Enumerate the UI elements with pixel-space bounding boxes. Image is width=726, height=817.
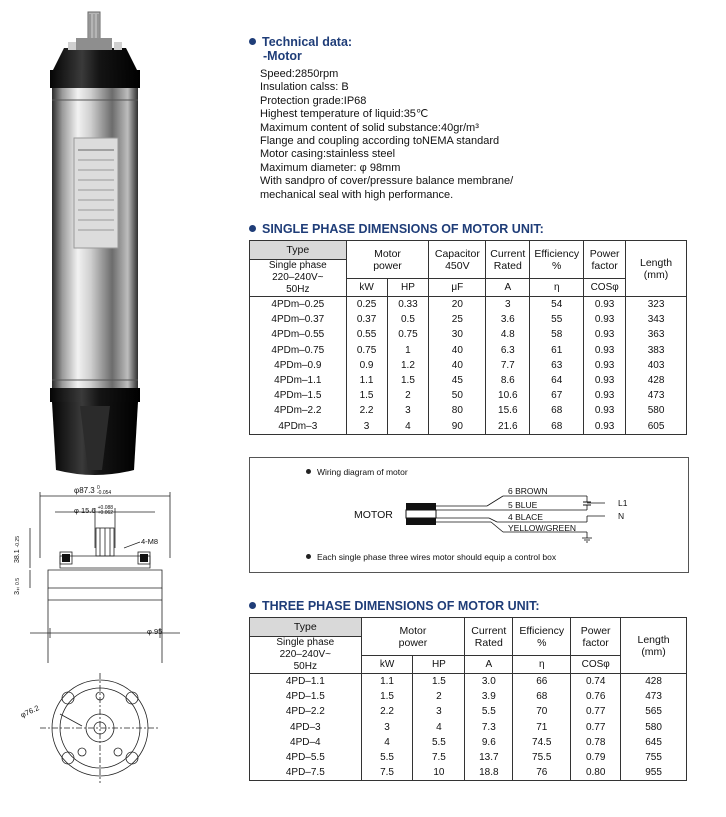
three-phase-rows: [250, 674, 687, 781]
table-row: [250, 750, 687, 765]
unit-ampere: A: [486, 279, 530, 297]
value-cell: 74.5: [513, 735, 571, 750]
nut-left: [62, 554, 70, 562]
three-phase-table: [249, 617, 687, 781]
power-factor-header: Power factor: [584, 241, 626, 279]
table-row: [250, 419, 687, 435]
value-cell: 3.6: [486, 312, 530, 327]
spec-list: [260, 68, 513, 202]
value-cell: 1.1: [361, 674, 413, 690]
value-cell: 3.0: [465, 674, 513, 690]
value-cell: 0.93: [584, 358, 626, 373]
model-cell: 4PDm–0.75: [250, 343, 347, 358]
value-cell: 15.6: [486, 403, 530, 418]
value-cell: 0.93: [584, 343, 626, 358]
unit-cosphi: COSφ: [571, 656, 621, 674]
value-cell: 0.79: [571, 750, 621, 765]
wiring-diagram: [249, 457, 689, 573]
value-cell: 0.77: [571, 720, 621, 735]
spec-line: Speed:2850rpm: [260, 68, 339, 80]
current-header: Current Rated: [486, 241, 530, 279]
table-row: [250, 689, 687, 704]
value-cell: 4: [387, 419, 429, 435]
value-cell: 4.8: [486, 327, 530, 342]
value-cell: 363: [626, 327, 687, 342]
model-cell: 4PD–1.5: [250, 689, 362, 704]
model-cell: 4PD–3: [250, 720, 362, 735]
value-cell: 0.75: [387, 327, 429, 342]
value-cell: 40: [429, 343, 486, 358]
value-cell: 2: [387, 388, 429, 403]
value-cell: 0.25: [346, 297, 387, 313]
value-cell: 76: [513, 765, 571, 781]
wiring-footer: Each single phase three wires motor should equip a control box: [306, 552, 556, 562]
value-cell: 75.5: [513, 750, 571, 765]
value-cell: 323: [626, 297, 687, 313]
dimension-drawing: [20, 485, 200, 788]
current-header: Current Rated: [465, 618, 513, 656]
value-cell: 4: [413, 720, 465, 735]
model-cell: 4PDm–1.5: [250, 388, 347, 403]
tol-87: 0 -0.054: [97, 485, 112, 496]
value-cell: 70: [513, 704, 571, 719]
flange: [60, 556, 150, 568]
type-header: Type: [250, 618, 362, 637]
spec-line: Maximum content of solid substance:40gr/m³: [260, 121, 479, 134]
type-description: Single phase 220–240V~ 50Hz: [250, 260, 347, 297]
value-cell: 90: [429, 419, 486, 435]
value-cell: 3: [413, 704, 465, 719]
wire-brown-label: 6 BROWN: [508, 486, 548, 496]
value-cell: 0.37: [346, 312, 387, 327]
spec-line: Motor casing:stainless steel: [260, 148, 396, 161]
value-cell: 18.8: [465, 765, 513, 781]
table-row: [250, 674, 687, 690]
value-cell: 645: [621, 735, 687, 750]
bolt-hole-icon: [126, 752, 138, 764]
value-cell: 21.6: [486, 419, 530, 435]
value-cell: 58: [530, 327, 584, 342]
value-cell: 0.80: [571, 765, 621, 781]
unit-efficiency: η: [513, 656, 571, 674]
value-cell: 25: [429, 312, 486, 327]
small-hole-icon: [78, 748, 86, 756]
value-cell: 0.93: [584, 403, 626, 418]
value-cell: 66: [513, 674, 571, 690]
table-row: [250, 327, 687, 342]
value-cell: 67: [530, 388, 584, 403]
value-cell: 68: [530, 419, 584, 435]
three-phase-title: THREE PHASE DIMENSIONS OF MOTOR UNIT:: [249, 599, 540, 613]
wire-ground-slant: [491, 522, 503, 532]
motor-label: MOTOR: [354, 509, 393, 521]
value-cell: 1.5: [346, 388, 387, 403]
model-cell: 4PD–5.5: [250, 750, 362, 765]
value-cell: 0.93: [584, 388, 626, 403]
value-cell: 40: [429, 358, 486, 373]
value-cell: 0.33: [387, 297, 429, 313]
wire-blue-label: 5 BLUE: [508, 500, 538, 510]
unit-hp: HP: [413, 656, 465, 674]
value-cell: 0.5: [387, 312, 429, 327]
value-cell: 5.5: [361, 750, 413, 765]
unit-efficiency: η: [530, 279, 584, 297]
value-cell: 2: [413, 689, 465, 704]
value-cell: 565: [621, 704, 687, 719]
value-cell: 0.93: [584, 373, 626, 388]
dim-76-label: φ76.2: [19, 703, 41, 720]
value-cell: 13.7: [465, 750, 513, 765]
value-cell: 0.75: [346, 343, 387, 358]
model-cell: 4PDm–0.37: [250, 312, 347, 327]
value-cell: 3: [486, 297, 530, 313]
value-cell: 343: [626, 312, 687, 327]
value-cell: 2.2: [346, 403, 387, 418]
value-cell: 0.74: [571, 674, 621, 690]
value-cell: 10.6: [486, 388, 530, 403]
value-cell: 3: [361, 720, 413, 735]
bullet-icon: [249, 602, 256, 609]
value-cell: 605: [626, 419, 687, 435]
value-cell: 7.3: [465, 720, 513, 735]
table-row: [250, 358, 687, 373]
value-cell: 45: [429, 373, 486, 388]
value-cell: 63: [530, 358, 584, 373]
wire-black-slant: [489, 518, 497, 522]
value-cell: 80: [429, 403, 486, 418]
value-cell: 580: [621, 720, 687, 735]
table-row: [250, 720, 687, 735]
value-cell: 473: [621, 689, 687, 704]
model-cell: 4PDm–0.9: [250, 358, 347, 373]
bolt-hole-icon: [62, 692, 74, 704]
length-header: Length (mm): [626, 241, 687, 297]
value-cell: 4: [361, 735, 413, 750]
value-cell: 50: [429, 388, 486, 403]
value-cell: 71: [513, 720, 571, 735]
table-row: [250, 765, 687, 781]
model-cell: 4PD–4: [250, 735, 362, 750]
table-row: [250, 343, 687, 358]
technical-title: Technical data:: [249, 35, 513, 49]
value-cell: 1.2: [387, 358, 429, 373]
value-cell: 1.5: [387, 373, 429, 388]
table-row: [250, 388, 687, 403]
value-cell: 5.5: [465, 704, 513, 719]
unit-hp: HP: [387, 279, 429, 297]
model-cell: 4PD–7.5: [250, 765, 362, 781]
bolt-hole-icon: [62, 752, 74, 764]
single-phase-title: SINGLE PHASE DIMENSIONS OF MOTOR UNIT:: [249, 222, 544, 236]
value-cell: 3: [346, 419, 387, 435]
dim-95-label: φ 95: [147, 627, 163, 636]
m8-leader: [124, 542, 140, 548]
efficiency-header: Efficiency %: [530, 241, 584, 279]
value-cell: 0.78: [571, 735, 621, 750]
value-cell: 0.93: [584, 327, 626, 342]
value-cell: 0.55: [346, 327, 387, 342]
value-cell: 0.76: [571, 689, 621, 704]
value-cell: 20: [429, 297, 486, 313]
wire-black-label: 4 BLACE: [508, 512, 543, 522]
l1-label: L1: [618, 498, 628, 508]
model-cell: 4PDm–0.55: [250, 327, 347, 342]
dim-87-label: φ87.3 0 -0.054: [74, 485, 112, 496]
bullet-icon: [249, 225, 256, 232]
value-cell: 428: [621, 674, 687, 690]
efficiency-header: Efficiency %: [513, 618, 571, 656]
value-cell: 68: [513, 689, 571, 704]
value-cell: 61: [530, 343, 584, 358]
n-label: N: [618, 511, 625, 521]
motor-top: [48, 570, 162, 588]
spec-line: mechanical seal with high performance.: [260, 188, 454, 201]
power-factor-header: Power factor: [571, 618, 621, 656]
value-cell: 30: [429, 327, 486, 342]
wiring-header: Wiring diagram of motor: [306, 467, 408, 477]
value-cell: 403: [626, 358, 687, 373]
small-hole-icon: [114, 748, 122, 756]
motor-power-header: Motor power: [361, 618, 465, 656]
technical-subtitle: -Motor: [263, 49, 302, 63]
model-cell: 4PDm–0.25: [250, 297, 347, 313]
value-cell: 68: [530, 403, 584, 418]
capacitor-header: Capacitor 450V: [429, 241, 486, 279]
spec-line: Insulation calss: B: [260, 81, 349, 94]
spec-line: Flange and coupling according toNEMA standard: [260, 135, 500, 148]
unit-capacitance: μF: [429, 279, 486, 297]
value-cell: 8.6: [486, 373, 530, 388]
value-cell: 1.5: [361, 689, 413, 704]
dim-15-label: φ 15.6 +0.088 +0.062: [74, 505, 114, 517]
bullet-icon: [306, 554, 311, 559]
model-cell: 4PDm–3: [250, 419, 347, 435]
unit-kw: kW: [361, 656, 413, 674]
model-cell: 4PDm–1.1: [250, 373, 347, 388]
tol-15: +0.088 +0.062: [97, 505, 114, 517]
dim-m8-label: 4-M8: [141, 537, 159, 546]
motor-photo: [30, 10, 160, 485]
value-cell: 1: [387, 343, 429, 358]
length-header: Length (mm): [621, 618, 687, 674]
type-description: Single phase 220–240V~ 50Hz: [250, 637, 362, 674]
value-cell: 55: [530, 312, 584, 327]
spec-line: Protection grade:IP68: [260, 94, 367, 107]
table-row: [250, 373, 687, 388]
single-phase-rows: [250, 297, 687, 435]
value-cell: 0.9: [346, 358, 387, 373]
bullet-icon: [249, 38, 256, 45]
value-cell: 0.77: [571, 704, 621, 719]
model-cell: 4PD–1.1: [250, 674, 362, 690]
type-header: Type: [250, 241, 347, 260]
unit-kw: kW: [346, 279, 387, 297]
spec-line: With sandpro of cover/pressure balance membrane/: [260, 175, 514, 188]
bolt-hole-icon: [126, 692, 138, 704]
table-row: [250, 403, 687, 418]
table-row: [250, 704, 687, 719]
value-cell: 428: [626, 373, 687, 388]
spec-line: Maximum diameter: φ 98mm: [260, 161, 401, 174]
dim-38-label: 38.1 -0.25: [14, 536, 21, 563]
technical-section: [249, 35, 513, 202]
bullet-icon: [306, 469, 311, 474]
model-cell: 4PD–2.2: [250, 704, 362, 719]
value-cell: 383: [626, 343, 687, 358]
wire-brown-slant: [487, 496, 503, 506]
value-cell: 7.5: [361, 765, 413, 781]
value-cell: 6.3: [486, 343, 530, 358]
table-row: [250, 297, 687, 313]
spec-line: Highest temperature of liquid:35℃: [260, 108, 429, 121]
dim-3-label: 3±0.5: [14, 578, 21, 595]
value-cell: 64: [530, 373, 584, 388]
wire-ground-label: YELLOW/GREEN: [508, 523, 577, 533]
model-cell: 4PDm–2.2: [250, 403, 347, 418]
value-cell: 955: [621, 765, 687, 781]
unit-cosphi: COSφ: [584, 279, 626, 297]
value-cell: 7.7: [486, 358, 530, 373]
value-cell: 7.5: [413, 750, 465, 765]
nut-right: [140, 554, 148, 562]
value-cell: 3.9: [465, 689, 513, 704]
value-cell: 0.93: [584, 312, 626, 327]
single-phase-table: [249, 240, 687, 435]
motor-power-header: Motor power: [346, 241, 429, 279]
motor-terminal-mid: [406, 510, 436, 518]
unit-ampere: A: [465, 656, 513, 674]
value-cell: 9.6: [465, 735, 513, 750]
value-cell: 1.1: [346, 373, 387, 388]
value-cell: 580: [626, 403, 687, 418]
value-cell: 473: [626, 388, 687, 403]
table-row: [250, 735, 687, 750]
value-cell: 0.93: [584, 297, 626, 313]
value-cell: 54: [530, 297, 584, 313]
value-cell: 0.93: [584, 419, 626, 435]
value-cell: 10: [413, 765, 465, 781]
value-cell: 755: [621, 750, 687, 765]
value-cell: 5.5: [413, 735, 465, 750]
value-cell: 3: [387, 403, 429, 418]
value-cell: 1.5: [413, 674, 465, 690]
value-cell: 2.2: [361, 704, 413, 719]
table-row: [250, 312, 687, 327]
leader-76: [60, 714, 82, 726]
